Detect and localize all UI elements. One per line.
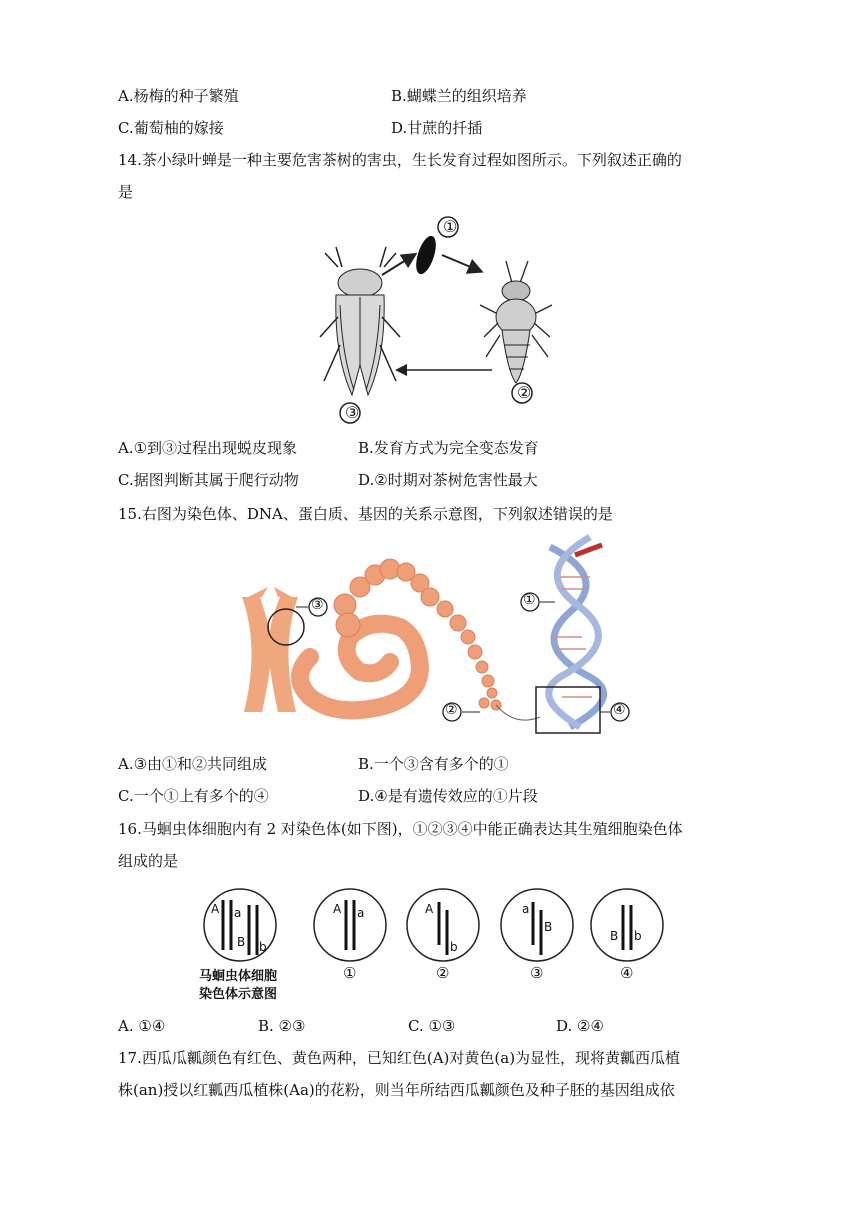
svg-text:B: B (544, 920, 553, 934)
chromatin-coil (300, 559, 501, 710)
q13-option-a: A.杨梅的种子繁殖 (118, 87, 239, 105)
q14-fig-label-3: ③ (345, 403, 360, 422)
q14-option-c: C.据图判断其属于爬行动物 (118, 471, 299, 489)
q16-option-d: D. ②④ (556, 1017, 604, 1035)
q14-option-a: A.①到③过程出现蜕皮现象 (118, 439, 298, 457)
cell-circle-3 (501, 889, 573, 961)
q16-option-c: C. ①③ (408, 1017, 456, 1035)
q16-option-b: B. ②③ (258, 1017, 306, 1035)
svg-text:b: b (634, 929, 642, 943)
q15-fig-label-4: ④ (613, 702, 626, 718)
q17-line1: 17.西瓜瓜瓤颜色有红色、黄色两种，已知红色(A)对黄色(a)为显性，现将黄瓤西瓜植 (118, 1049, 681, 1067)
q16-cell-number-3: ③ (530, 964, 544, 982)
q16-stem-line2: 组成的是 (118, 852, 179, 870)
egg-stage (412, 234, 440, 277)
q14-fig-label-2: ② (517, 383, 532, 402)
q16-caption-line2: 染色体示意图 (199, 987, 278, 1002)
cell-circle-4 (591, 889, 663, 961)
q17-line2: 株(an)授以红瓤西瓜植株(Aa)的花粉，则当年所结西瓜瓤颜色及种子胚的基因组成依 (118, 1081, 675, 1099)
q14-stem-line2: 是 (118, 183, 134, 201)
q15-fig-label-1: ① (523, 592, 536, 608)
svg-text:a: a (522, 902, 530, 916)
svg-text:A: A (211, 902, 220, 916)
svg-text:b: b (259, 940, 267, 954)
q16-option-a: A. ①④ (118, 1017, 166, 1035)
q15-fig-label-2: ② (445, 702, 458, 718)
q15-stem: 15.右图为染色体、DNA、蛋白质、基因的关系示意图，下列叙述错误的是 (118, 505, 613, 523)
q15-option-a: A.③由①和②共同组成 (118, 755, 268, 773)
q16-cell-number-1: ① (343, 964, 357, 982)
svg-text:a: a (234, 906, 242, 920)
chromosome-shape (242, 587, 298, 712)
svg-text:a: a (357, 906, 365, 920)
chromosome-dna-diagram (230, 527, 640, 742)
q15-option-d: D.④是有遗传效应的①片段 (358, 787, 538, 805)
q16-cell-number-4: ④ (620, 964, 634, 982)
cell-circle-2 (407, 889, 479, 961)
q13-option-c: C.葡萄柚的嫁接 (118, 119, 224, 137)
nymph-leafhopper (480, 261, 552, 383)
q14-fig-label-1: ① (443, 217, 458, 236)
svg-text:A: A (333, 902, 342, 916)
adult-leafhopper (320, 247, 400, 395)
svg-text:A: A (425, 902, 434, 916)
dna-double-helix (549, 537, 604, 727)
q15-fig-label-3: ③ (311, 597, 324, 613)
q13-option-b: B.蝴蝶兰的组织培养 (391, 87, 527, 105)
q16-stem-line1: 16.马蛔虫体细胞内有 2 对染色体(如下图)，①②③④中能正确表达其生殖细胞染色体 (118, 820, 683, 838)
q15-option-c: C.一个①上有多个的④ (118, 787, 269, 805)
q13-option-d: D.甘蔗的扦插 (391, 119, 483, 137)
q14-stem-line1: 14.茶小绿叶蝉是一种主要危害茶树的害虫，生长发育过程如图所示。下列叙述正确的 (118, 151, 682, 169)
q16-caption-line1: 马蛔虫体细胞 (199, 969, 278, 984)
q16-cell-number-2: ② (436, 964, 450, 982)
leafhopper-life-cycle-figure (280, 205, 580, 430)
svg-text:B: B (610, 929, 619, 943)
q14-option-d: D.②时期对茶树危害性最大 (358, 471, 538, 489)
q14-option-b: B.发育方式为完全变态发育 (358, 439, 539, 457)
q15-option-b: B.一个③含有多个的① (358, 755, 509, 773)
svg-text:B: B (237, 935, 246, 949)
svg-text:b: b (450, 940, 458, 954)
cell-circle-1 (314, 889, 386, 961)
